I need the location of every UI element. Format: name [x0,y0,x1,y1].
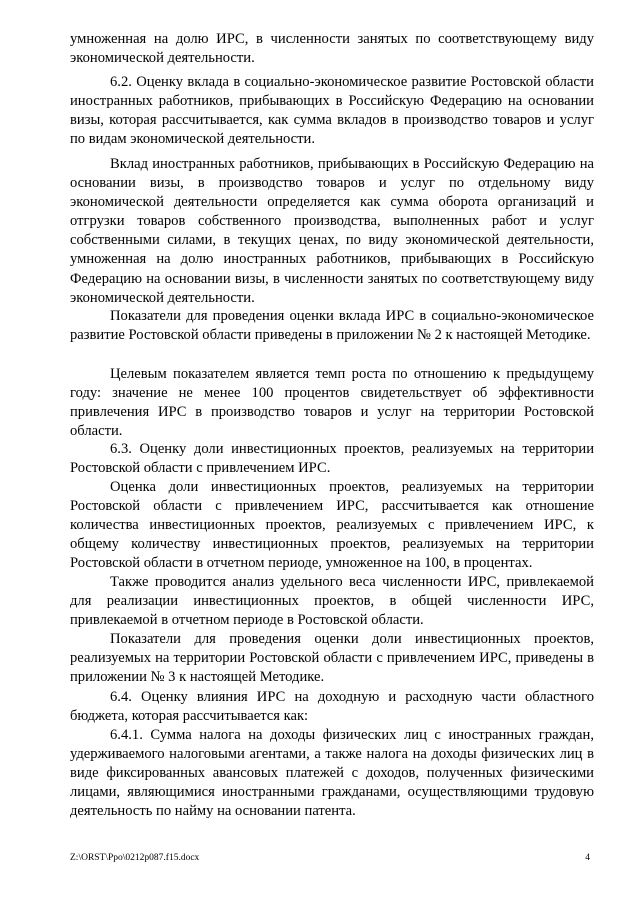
paragraph-3: Вклад иностранных работников, прибывающих в Российскую Федерацию на основании визы, в производство товаров и услуг по отдельному виду экономической деятельности определяется как сумма оборота организаций и отгрузки товаров собственного производства, выполненных работ и услуг собственными силами, в текущих ценах, по виду экономической деятельности, умноженная на долю иностранных работников, прибывающих в Российскую Федерацию на основании визы, в численности занятых по соответствующему виду экономической деятельности. [70,156,594,306]
paragraph-1: умноженная на долю ИРС, в численности занятых по соответствующему виду экономической деятельности. [70,31,594,67]
paragraph-6: 6.3. Оценку доли инвестиционных проектов, реализуемых на территории Ростовской области с привлечением ИРС. [70,441,594,477]
paragraph-4: Показатели для проведения оценки вклада ИРС в социально-экономическое развитие Ростовской области приведены в приложении № 2 к настоящей Методике. [70,308,594,344]
paragraph-10: 6.4. Оценку влияния ИРС на доходную и расходную части областного бюджета, которая рассчитывается как: [70,689,594,725]
page-number: 4 [585,853,590,863]
paragraph-9: Показатели для проведения оценки доли инвестиционных проектов, реализуемых на территории Ростовской области с привлечением ИРС, приведены в приложении № 3 к настоящей Методике. [70,631,594,686]
paragraph-2: 6.2. Оценку вклада в социально-экономическое развитие Ростовской области иностранных работников, прибывающих в Российскую Федерацию на основании визы, которая рассчитывается, как сумма вкладов в производство товаров и услуг по видам экономической деятельности. [70,74,594,148]
file-path: Z:\ORST\Ppo\0212p087.f15.docx [70,853,200,863]
paragraph-7: Оценка доли инвестиционных проектов, реализуемых на территории Ростовской области с привлечением ИРС, рассчитывается как отношение количества инвестиционных проектов, реализуемых с привлечением ИРС, к общему количеству инвестиционных проектов, реализуемых на территории Ростовской области в отчетном периоде, умноженное на 100, в процентах. [70,479,594,572]
paragraph-8: Также проводится анализ удельного веса численности ИРС, привлекаемой для реализации инвестиционных проектов, в общей численности ИРС, привлекаемой в отчетном периоде в Ростовской области. [70,574,594,629]
paragraph-11: 6.4.1. Сумма налога на доходы физических лиц с иностранных граждан, удерживаемого налоговыми агентами, а также налога на доходы физических лиц в виде фиксированных авансовых платежей с доходов, полученных физическими лицами, являющимися иностранными гражданами, осуществляющими трудовую деятельность по найму на основании патента. [70,727,594,820]
paragraph-5: Целевым показателем является темп роста по отношению к предыдущему году: значение не менее 100 процентов свидетельствует об эффективности привлечения ИРС в производство товаров и услуг на территории Ростовской области. [70,366,594,440]
